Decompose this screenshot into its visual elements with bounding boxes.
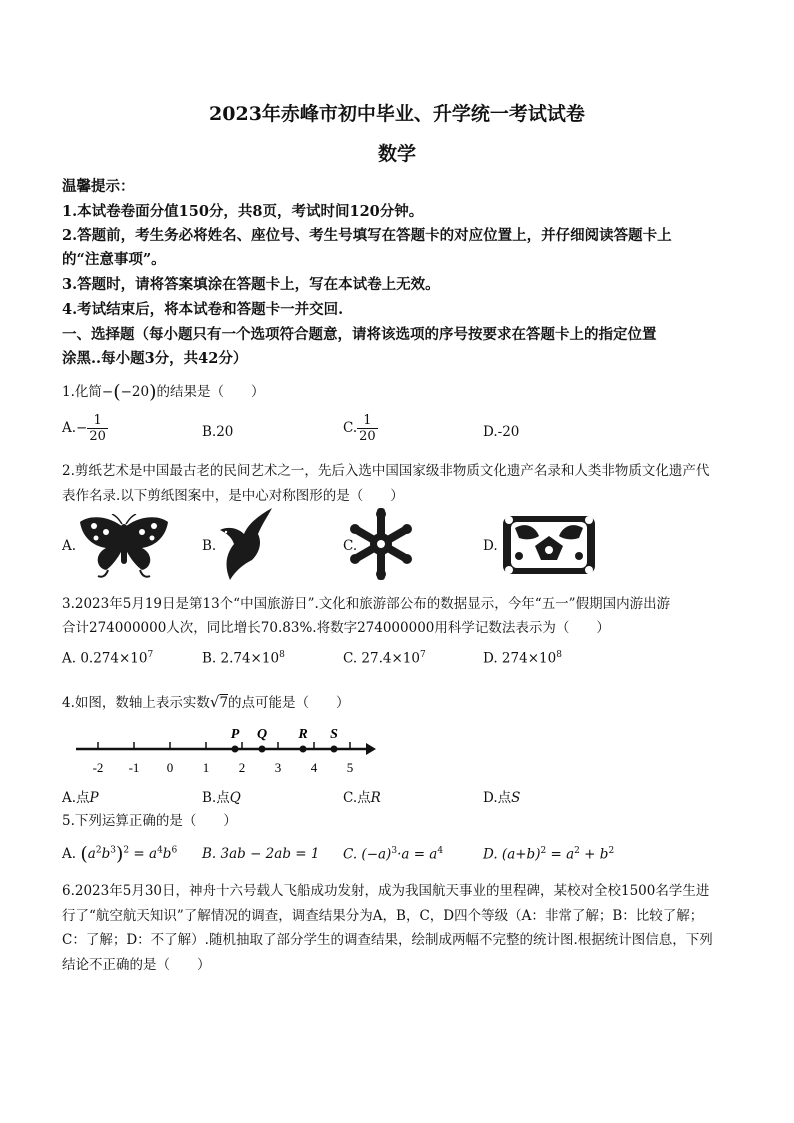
q6-stem-line4: 结论不正确的是（ ） <box>62 957 211 973</box>
q2-option-c[interactable]: C. <box>343 538 358 554</box>
point-label: P <box>230 727 240 742</box>
point-p <box>232 746 239 753</box>
point-q <box>259 746 266 753</box>
q5-option-b[interactable]: B. 3ab − 2ab = 1 <box>202 846 320 862</box>
point-label: S <box>330 727 338 742</box>
q1-option-d[interactable]: D.-20 <box>483 424 520 440</box>
q6-stem-line2: 行了“航空航天知识”了解情况的调查，调查结果分为A，B，C，D四个等级（A：非常了解；B：比较了解； <box>62 908 704 924</box>
q3-stem-line2: 合计274000000人次，同比增长70.83%.将数字274000000用科学记数法表示为（ ） <box>62 620 610 636</box>
point-label: R <box>298 727 308 742</box>
butterfly-papercut-icon <box>76 514 172 580</box>
notes-heading: 温馨提示： <box>62 178 135 195</box>
section-heading-cont: 涂黑..每小题3分，共42分） <box>62 350 248 367</box>
page-title: 2023年赤峰市初中毕业、升学统一考试试卷 <box>209 103 585 125</box>
tick-label: 0 <box>166 760 174 775</box>
snowflake-papercut-icon <box>348 506 414 582</box>
q1-option-a[interactable]: A.− $\frac{1}{20}$ <box>62 413 106 444</box>
q5-option-a[interactable]: A. $(a^2b^3)^2 = a^4b^6$ <box>62 843 178 865</box>
q2-stem-line2: 表作名录.以下剪纸图案中，是中心对称图形的是（ ） <box>62 488 404 504</box>
section-heading: 一、选择题（每小题只有一个选项符合题意，请将该选项的序号按要求在答题卡上的指定位置 <box>62 326 657 343</box>
swallow-papercut-icon <box>214 506 274 582</box>
ornament-papercut-icon <box>499 510 599 580</box>
q2-option-b[interactable]: B. <box>202 538 217 554</box>
note-line: 4.考试结束后，将本试卷和答题卡一并交回. <box>62 301 344 318</box>
q4-option-c[interactable]: C.点R <box>343 790 381 806</box>
q3-option-b[interactable]: B. $2.74\times 10^8$ <box>202 650 285 667</box>
q4-option-a[interactable]: A.点P <box>62 790 99 806</box>
q6-stem-line3: C：了解；D：不了解）.随机抽取了部分学生的调查结果，绘制成两幅不完整的统计图.根据统计图信息，下列 <box>62 932 713 948</box>
note-line: 1.本试卷卷面分值150分，共8页，考试时间120分钟。 <box>62 203 424 220</box>
q1-option-b[interactable]: B.20 <box>202 424 234 440</box>
q4-stem: 4.如图，数轴上表示实数√7的点可能是（ ） <box>62 693 350 711</box>
note-line: 3.答题时，请将答案填涂在答题卡上，写在本试卷上无效。 <box>62 276 440 293</box>
point-r <box>300 746 307 753</box>
q5-option-c[interactable]: C. $(-a)^3\cdot a = a^4$ <box>343 846 444 863</box>
q3-stem-line1: 3.2023年5月19日是第13个“中国旅游日”.文化和旅游部公布的数据显示，今年“五一”假期国内游出游 <box>62 596 671 612</box>
q1-option-c[interactable]: C. $\frac{1}{20}$ <box>343 413 376 444</box>
q3-option-d[interactable]: D. $274\times 10^8$ <box>483 650 562 667</box>
tick-label: -2 <box>92 760 104 775</box>
point-s <box>331 746 338 753</box>
tick-label: 1 <box>202 760 210 775</box>
q4-option-d[interactable]: D.点S <box>483 790 521 806</box>
note-line: 2.答题前，考生务必将姓名、座位号、考生号填写在答题卡的对应位置上，并仔细阅读答题卡上 <box>62 227 672 244</box>
number-line <box>70 722 380 778</box>
q5-stem: 5.下列运算正确的是（ ） <box>62 813 237 829</box>
tick-label: 3 <box>274 760 282 775</box>
q6-stem-line1: 6.2023年5月30日，神舟十六号载人飞船成功发射，成为我国航天事业的里程碑，某校对全校1500名学生进 <box>62 883 710 899</box>
subject-title: 数学 <box>377 143 416 165</box>
tick-label: -1 <box>128 760 140 775</box>
q2-option-a[interactable]: A. <box>62 538 77 554</box>
point-label: Q <box>256 727 268 742</box>
tick-label: 4 <box>310 760 318 775</box>
tick-label: 5 <box>346 760 354 775</box>
q5-option-d[interactable]: D. $(a+b)^2 = a^2 + b^2$ <box>483 846 615 863</box>
q1-stem: 1.化简−(−20)的结果是（ ） <box>62 381 265 403</box>
note-line: 的“注意事项”。 <box>62 251 166 268</box>
q2-stem-line1: 2.剪纸艺术是中国最古老的民间艺术之一，先后入选中国国家级非物质文化遗产名录和人类非物质文化遗产代 <box>62 463 710 479</box>
q4-option-b[interactable]: B.点Q <box>202 790 241 806</box>
q3-option-a[interactable]: A. $0.274\times 10^7$ <box>62 650 154 667</box>
q3-option-c[interactable]: C. $27.4\times 10^7$ <box>343 650 426 667</box>
tick-label: 2 <box>238 760 246 775</box>
q2-option-d[interactable]: D. <box>483 538 498 554</box>
